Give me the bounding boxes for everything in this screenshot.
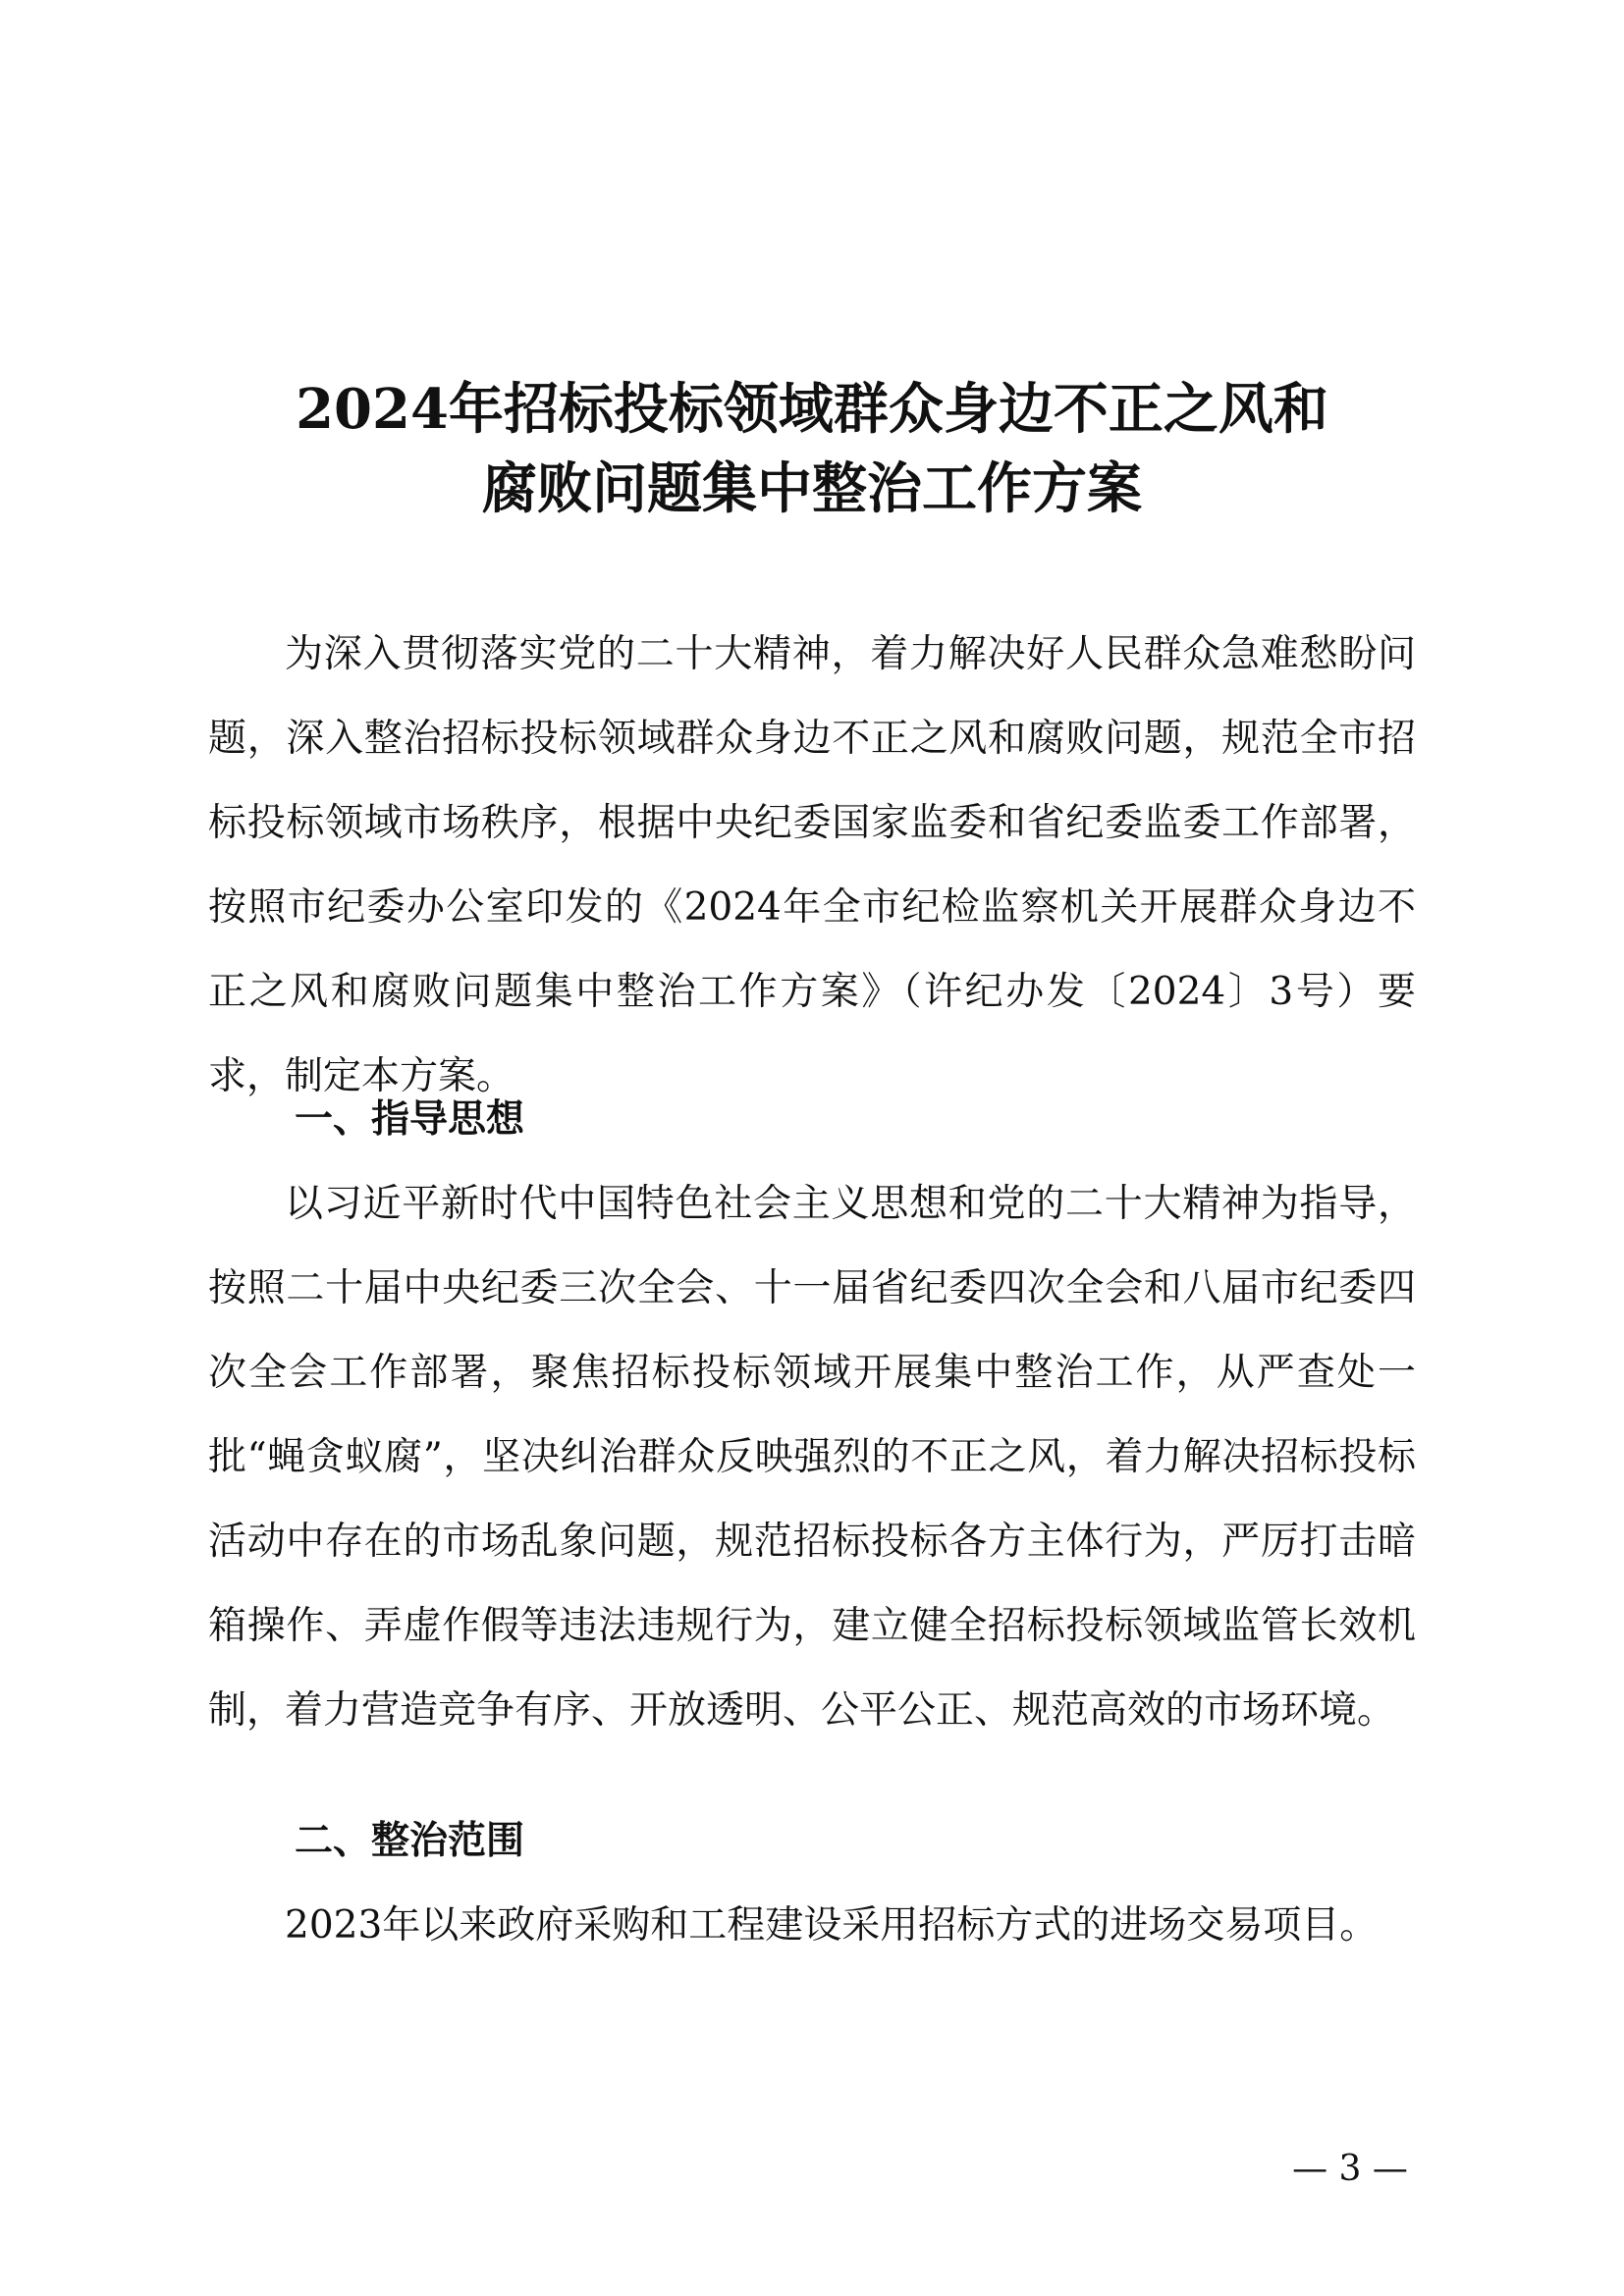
- section-body-scope: 2023年以来政府采购和工程建设采用招标方式的进场交易项目。: [285, 1903, 1379, 1948]
- section-body-guiding-ideology: 以习近平新时代中国特色社会主义思想和党的二十大精神为指导，按照二十届中央纪委三次全会、十一届省纪委四次全会和八届市纪委四次全会工作部署，聚焦招标投标领域开展集中整治工作，从严查处一批“蝇贪蚁腐”，坚决纠治群众反映强烈的不正之风，着力解决招标投标活动中存在的市场乱象问题，规范招标投标各方主体行为，严厉打击暗箱操作、弄虚作假等违法违规行为，建立健全招标投标领域监管长效机制，着力营造竞争有序、开放透明、公平公正、规范高效的市场环境。: [208, 1182, 1416, 1733]
- section-heading-scope: 二、整治范围: [295, 1819, 525, 1863]
- document-title-line-2: 腐败问题集中整治工作方案: [482, 456, 1142, 521]
- page-number: — 3 —: [1292, 2149, 1408, 2189]
- intro-paragraph: 为深入贯彻落实党的二十大精神，着力解决好人民群众急难愁盼问题，深入整治招标投标领域群众身边不正之风和腐败问题，规范全市招标投标领域市场秩序，根据中央纪委国家监委和省纪委监委工作部署，按照市纪委办公室印发的《2024年全市纪检监察机关开展群众身边不正之风和腐败问题集中整治工作方案》（许纪办发〔2024〕3号）要求，制定本方案。: [208, 632, 1416, 1098]
- document-title-line-1: 2024年招标投标领域群众身边不正之风和: [296, 377, 1328, 442]
- section-heading-guiding-ideology: 一、指导思想: [295, 1097, 525, 1142]
